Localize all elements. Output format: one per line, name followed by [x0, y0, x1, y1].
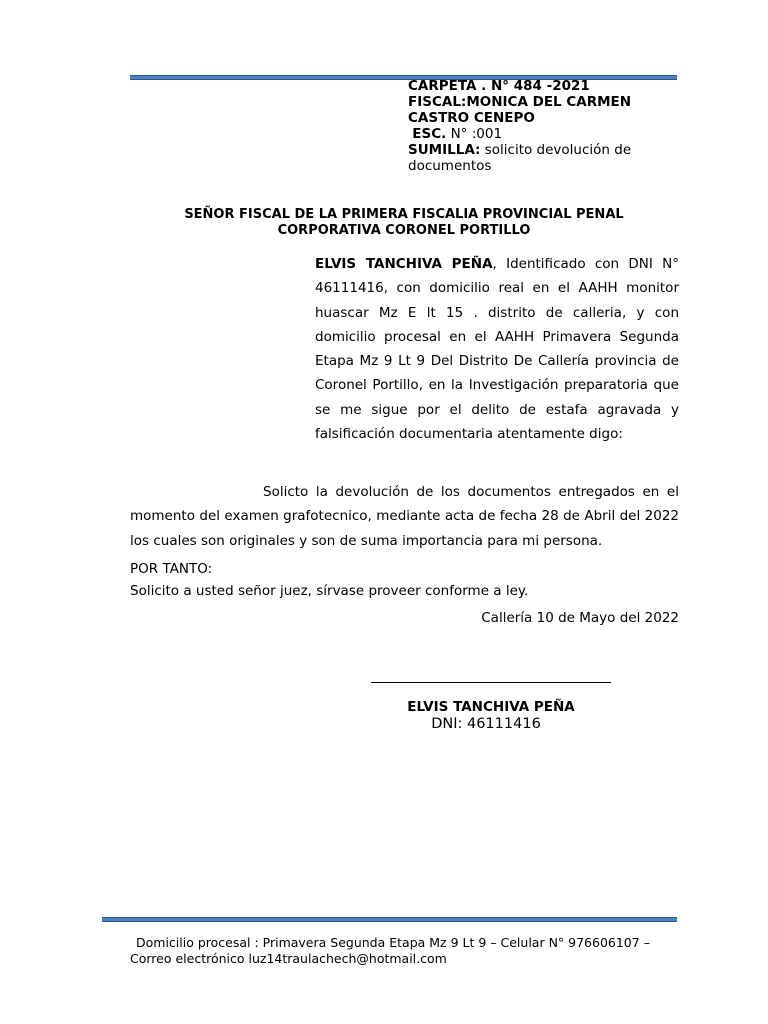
request-paragraph: Solicto la devolución de los documentos entregados en el momento del examen grafotecnico, mediante acta de fecha 28 de Abril del 2022 los cuales son originales y son de suma importancia para mi persona.: [130, 484, 679, 549]
prosecutor-name: FISCAL:MONICA DEL CARMEN CASTRO CENEPO: [408, 94, 632, 126]
footer-address: Domicilio procesal : Primavera Segunda Etapa Mz 9 Lt 9 – Celular N° 976606107 –: [136, 935, 650, 950]
petitioner-name: ELVIS TANCHIVA PEÑA: [315, 256, 493, 272]
addressee-line-1: SEÑOR FISCAL DE LA PRIMERA FISCALIA PROVINCIAL PENAL: [184, 207, 624, 222]
signatory-dni: DNI: 46111416: [431, 716, 541, 732]
place-and-date: Callería 10 de Mayo del 2022: [481, 610, 679, 626]
addressee: [130, 207, 678, 239]
closing-block: [130, 558, 679, 602]
writ-number: ESC. N° :001: [412, 126, 503, 142]
case-header: [408, 78, 688, 174]
por-tanto-label: POR TANTO:: [130, 561, 213, 577]
closing-request: Solicito a usted señor juez, sírvase proveer conforme a ley.: [130, 583, 529, 599]
case-number: CARPETA . N° 484 -2021: [408, 78, 590, 94]
footer-email: Correo electrónico luz14traulachech@hotmail.com: [130, 950, 447, 966]
signature-line: [371, 682, 611, 683]
summary: SUMILLA: solicito devolución de documentos: [408, 142, 632, 174]
footer: [130, 935, 678, 966]
petitioner-text: , Identificado con DNI N° 46111416, con domicilio real en el AAHH monitor huascar Mz E lt 15 . distrito de calleria, y con domicilio procesal en el AAHH Primavera Segunda Etapa Mz 9 Lt 9 Del Distrito De Callería provincia de Coronel Portillo, en la Investigación preparatoria que se me sigue por el delito de estafa agravada y falsificación documentaria atentamente digo:: [315, 256, 679, 443]
footer-rule: [102, 917, 677, 922]
petitioner-paragraph: [315, 252, 679, 446]
addressee-line-2: CORPORATIVA CORONEL PORTILLO: [277, 223, 531, 238]
signatory-name: ELVIS TANCHIVA PEÑA: [407, 699, 575, 715]
